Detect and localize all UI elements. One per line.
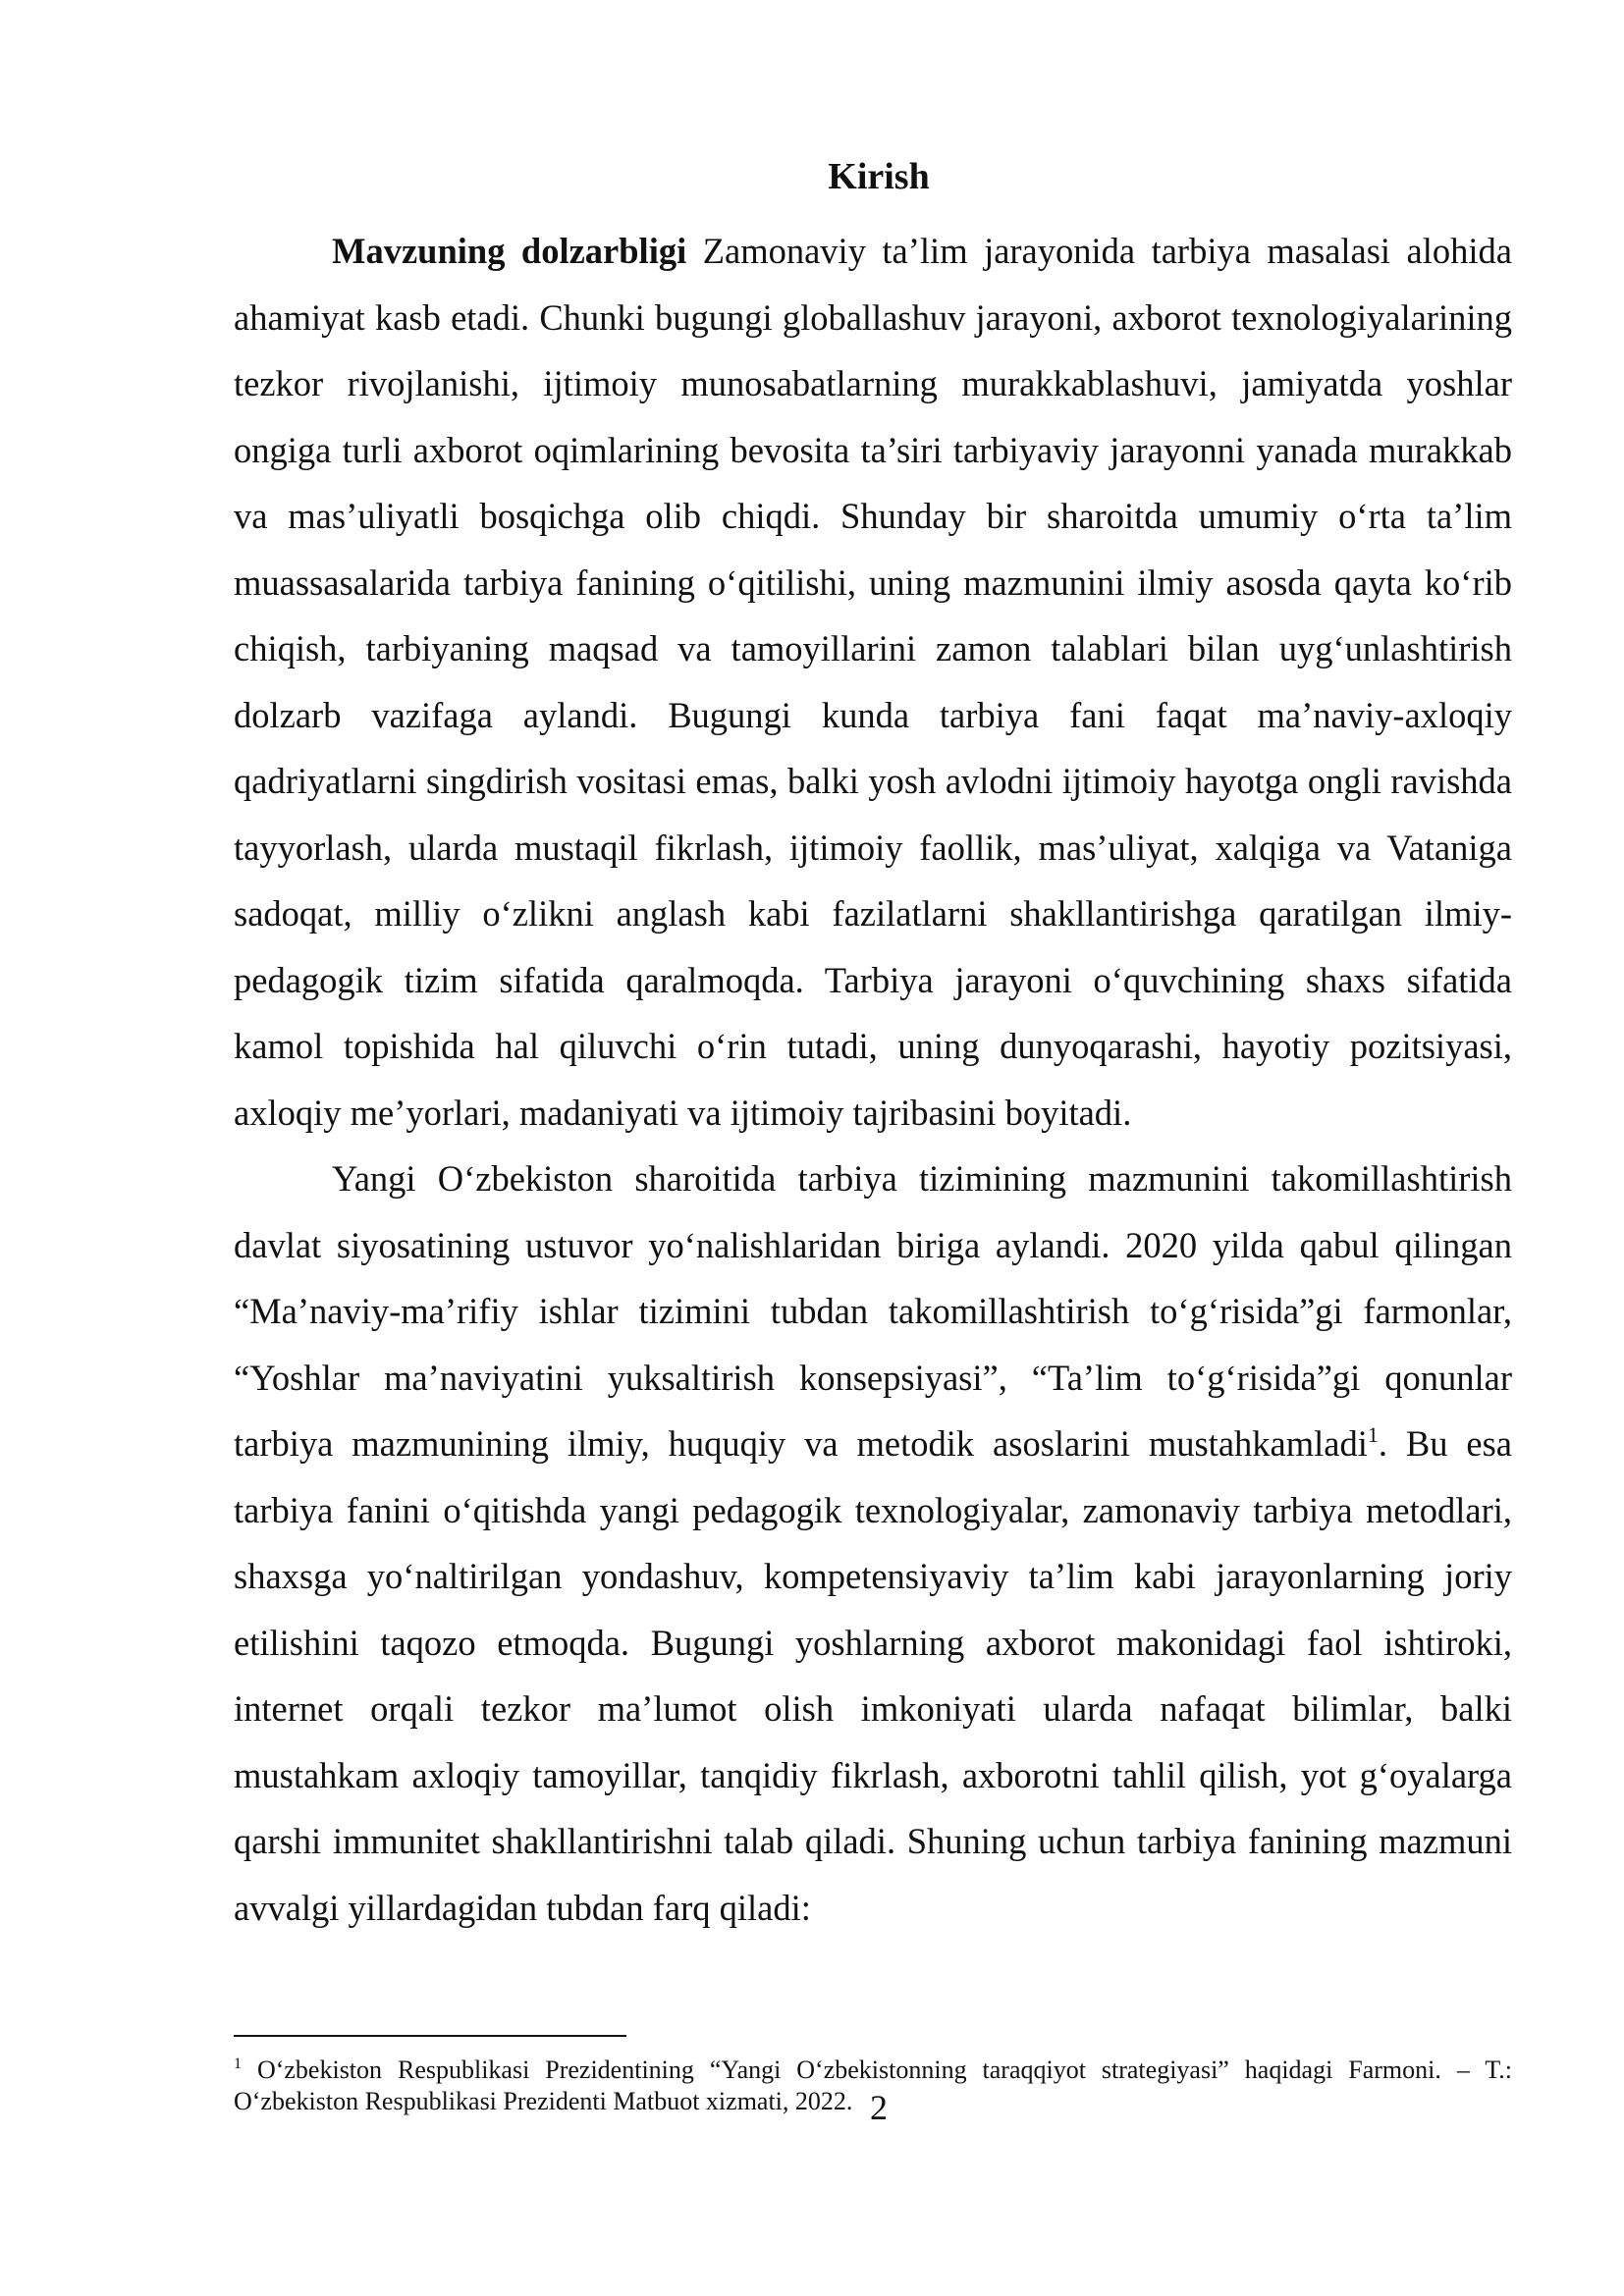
body-text bbox=[234, 218, 1512, 1941]
footnote-reference[interactable]: 1 bbox=[1367, 1422, 1379, 1447]
paragraph-text: . Bu esa tarbiya fanini o‘qitishda yangi pedagogik texnologiyalar, zamonaviy tarbiya metodlari, shaxsga yo‘naltirilgan yondashuv, kompetensiyaviy ta’lim kabi jarayonlarning joriy etilishini taqozo etmoqda. Bugungi yoshlarning axborot makonidagi faol ishtiroki, internet orqali tezkor ma’lumot olish imkoniyati ularda nafaqat bilimlar, balki mustahkam axloqiy tamoyillar, tanqidiy fikrlash, axborotni tahlil qilish, yot g‘oyalarga qarshi immunitet shakllantirishni talab qiladi. Shuning uchun tarbiya fanining mazmuni avvalgi yillardagidan tubdan farq qiladi: bbox=[234, 1423, 1513, 1928]
paragraph-text: Zamonaviy ta’lim jarayonida tarbiya masalasi alohida ahamiyat kasb etadi. Chunki bugungi globallashuv jarayoni, axborot texnologiyalarining tezkor rivojlanishi, ijtimoiy munosabatlarning murakkablashuvi, jamiyatda yoshlar ongiga turli axborot oqimlarining bevosita ta’siri tarbiyaviy jarayonni yanada murakkab va mas’uliyatli bosqichga olib chiqdi. Shunday bir sharoitda umumiy o‘rta ta’lim muassasalarida tarbiya fanining o‘qitilishi, uning mazmunini ilmiy asosda qayta ko‘rib chiqish, tarbiyaning maqsad va tamoyillarini zamon talablari bilan uyg‘unlashtirish dolzarb vazifaga aylandi. Bugungi kunda tarbiya fani faqat ma’naviy-axloqiy qadriyatlarni singdirish vositasi emas, balki yosh avlodni ijtimoiy hayotga ongli ravishda tayyorlash, ularda mustaqil fikrlash, ijtimoiy faollik, mas’uliyat, xalqiga va Vataniga sadoqat, milliy o‘zlikni anglash kabi fazilatlarni shakllantirishga qaratilgan ilmiy-pedagogik tizim sifatida qaralmoqda. Tarbiya jarayoni o‘quvchining shaxs sifatida kamol topishida hal qiluvchi o‘rin tutadi, uning dunyoqarashi, hayotiy pozitsiyasi, axloqiy me’yorlari, madaniyati va ijtimoiy tajribasini boyitadi. bbox=[234, 231, 1512, 1133]
paragraph-text: Yangi O‘zbekiston sharoitida tarbiya tizimining mazmunini takomillashtirish davlat siyosatining ustuvor yo‘nalishlaridan biriga aylandi. 2020 yilda qabul qilingan “Ma’naviy-ma’rifiy ishlar tizimini tubdan takomillashtirish to‘g‘risida”gi farmonlar, “Yoshlar ma’naviyatini yuksaltirish konsepsiyasi”, “Ta’lim to‘g‘risida”gi qonunlar tarbiya mazmunining ilmiy, huquqiy va metodik asoslarini mustahkamladi bbox=[234, 1158, 1512, 1464]
page-number: 2 bbox=[870, 2088, 888, 2127]
footnote-marker: 1 bbox=[234, 2056, 242, 2072]
paragraph-new-uzbekistan bbox=[234, 1146, 1512, 1941]
section-title: Kirish bbox=[828, 156, 930, 197]
paragraph-relevance bbox=[234, 218, 1512, 1146]
paragraph-lead: Mavzuning dolzarbligi bbox=[332, 231, 687, 271]
footnote-separator bbox=[234, 2035, 626, 2037]
footnote-text: O‘zbekiston Respublikasi Prezidentining “Yangi O‘zbekistonning taraqqiyot strategiyasi” haqidagi Farmoni. – T.: O‘zbekiston Respublikasi Prezidenti Matbuot xizmati, 2022. bbox=[234, 2056, 1512, 2115]
